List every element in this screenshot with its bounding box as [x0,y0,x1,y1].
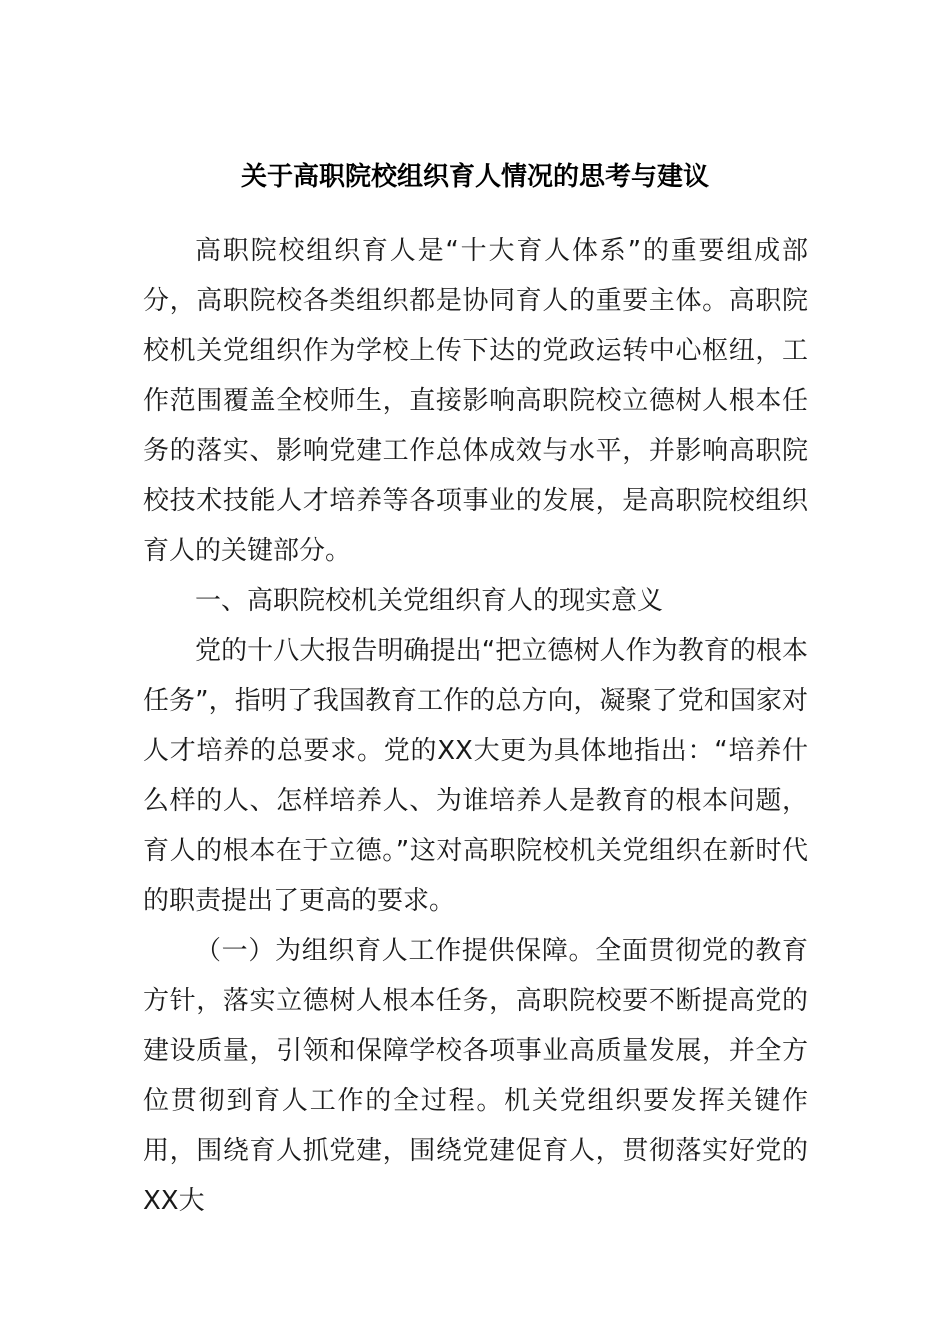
section-heading: 一、高职院校机关党组织育人的现实意义 [195,586,664,616]
document-title: 关于高职院校组织育人情况的思考与建议 [240,162,709,192]
document-body [143,226,808,1226]
paragraph-subsection-one: （一）为组织育人工作提供保障。全面贯彻党的教育方针，落实立德树人根本任务，高职院校要不断提高党的建设质量，引领和保障学校各项事业高质量发展，并全方位贯彻到育人工作的全过程。机关党组织要发挥关键作用，围绕育人抓党建，围绕党建促育人，贯彻落实好党的XX大 [143,936,808,1216]
paragraph-intro: 高职院校组织育人是“十大育人体系”的重要组成部分，高职院校各类组织都是协同育人的重要主体。高职院校机关党组织作为学校上传下达的党政运转中心枢纽，工作范围覆盖全校师生，直接影响高职院校立德树人根本任务的落实、影响党建工作总体成效与水平，并影响高职院校技术技能人才培养等各项事业的发展，是高职院校组织育人的关键部分。 [143,236,808,566]
paragraph-significance: 党的十八大报告明确提出“把立德树人作为教育的根本任务”，指明了我国教育工作的总方向，凝聚了党和国家对人才培养的总要求。党的XX大更为具体地指出：“培养什么样的人、怎样培养人、为谁培养人是教育的根本问题，育人的根本在于立德。”这对高职院校机关党组织在新时代的职责提出了更高的要求。 [143,636,808,916]
